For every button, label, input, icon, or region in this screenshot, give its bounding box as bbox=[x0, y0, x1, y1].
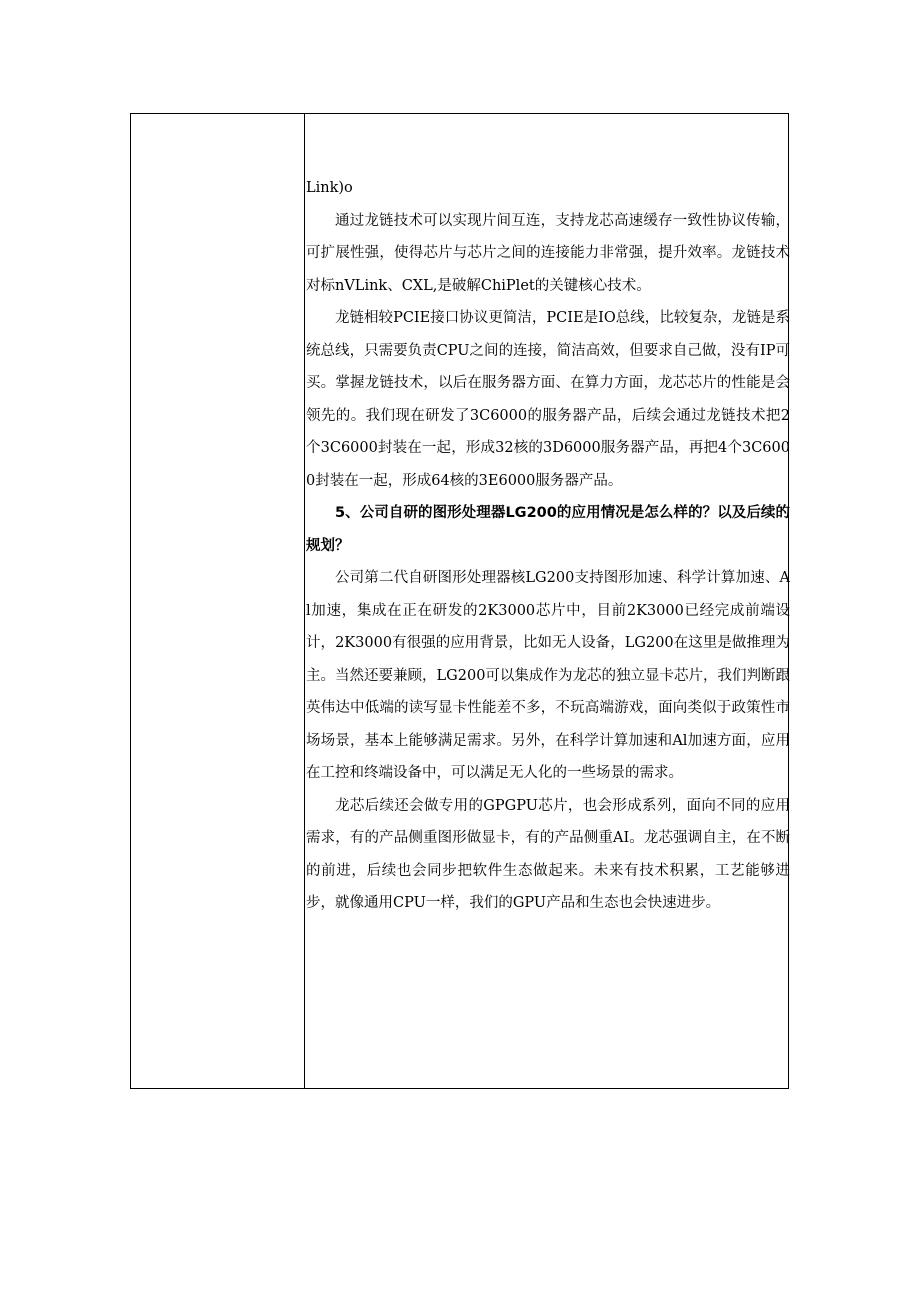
paragraph-longlian-interconnect: 通过龙链技术可以实现片间互连，支持龙芯高速缓存一致性协议传输，可扩展性强，使得芯片与芯片之间的连接能力非常强，提升效率。龙链技术对标nVLink、CXL,是破解ChiPlet的关键核心技术。 bbox=[306, 212, 790, 294]
question-heading-lg200: 5、公司自研的图形处理器LG200的应用情况是怎么样的？以及后续的规划？ bbox=[306, 505, 790, 554]
table-content-cell bbox=[306, 172, 790, 920]
paragraph-longlian-vs-pcie: 龙链相较PCIE接口协议更简洁，PCIE是IO总线，比较复杂，龙链是系统总线，只需要负责CPU之间的连接，简洁高效，但要求自己做，没有IP可买。掌握龙链技术，以后在服务器方面、在算力方面，龙芯芯片的性能是会领先的。我们现在研发了3C6000的服务器产品，后续会通过龙链技术把2个3C6000封装在一起，形成32核的3D6000服务器产品，再把4个3C6000封装在一起，形成64核的3E6000服务器产品。 bbox=[306, 310, 790, 489]
document-table bbox=[130, 113, 789, 1089]
paragraph-continuation: Link)o bbox=[306, 180, 353, 196]
column-divider bbox=[304, 114, 305, 1088]
paragraph-lg200-application: 公司第二代自研图形处理器核LG200支持图形加速、科学计算加速、Al加速，集成在正在研发的2K3000芯片中，目前2K3000已经完成前端设计，2K3000有很强的应用背景，比如无人设备，LG200在这里是做推理为主。当然还要兼顾，LG200可以集成作为龙芯的独立显卡芯片，我们判断跟英伟达中低端的读写显卡性能差不多，不玩高端游戏，面向类似于政策性市场场景，基本上能够满足需求。另外，在科学计算加速和Al加速方面，应用在工控和终端设备中，可以满足无人化的一些场景的需求。 bbox=[306, 570, 790, 781]
paragraph-gpgpu-plan: 龙芯后续还会做专用的GPGPU芯片，也会形成系列，面向不同的应用需求，有的产品侧重图形做显卡，有的产品侧重AI。龙芯强调自主，在不断的前进，后续也会同步把软件生态做起来。未来有技术积累，工艺能够进步，就像通用CPU一样，我们的GPU产品和生态也会快速进步。 bbox=[306, 797, 790, 911]
table-left-cell bbox=[131, 114, 304, 1088]
